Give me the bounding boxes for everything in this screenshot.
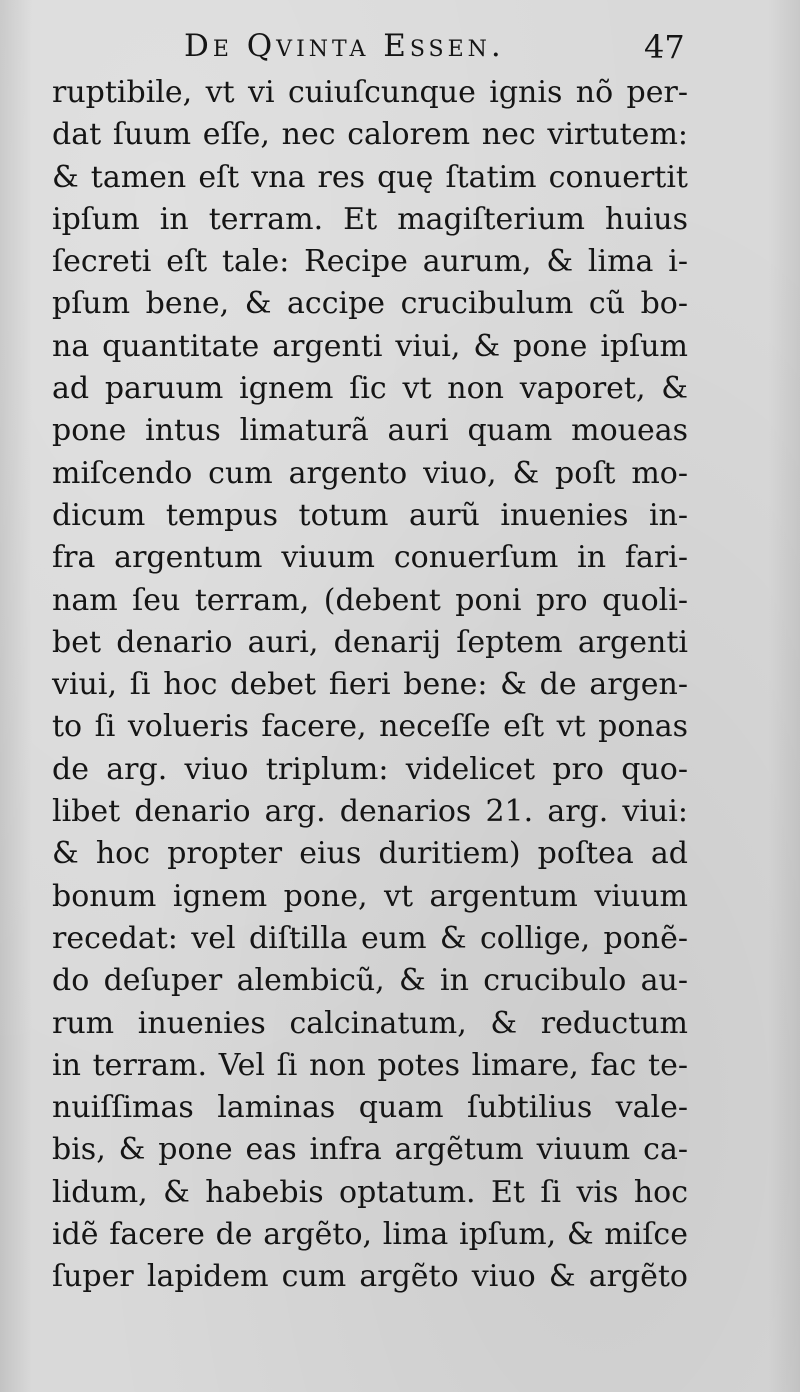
text-line: ipſum in terram. Et magiſterium huius bbox=[52, 201, 688, 237]
text-line: & hoc propter eius duritiem) poſtea ad bbox=[52, 836, 688, 872]
text-line: nam ſeu terram, (debent poni pro quoli- bbox=[52, 582, 688, 618]
text-line: bis, & pone eas infra argẽtum viuum ca- bbox=[52, 1132, 688, 1168]
text-line: bet denario auri, denarij ſeptem argenti bbox=[52, 624, 688, 660]
text-line: bonum ignem pone, vt argentum viuum bbox=[52, 878, 688, 914]
text-line: dicum tempus totum aurũ inuenies in- bbox=[52, 497, 688, 533]
text-line: ſuper lapidem cum argẽto viuo & argẽto bbox=[52, 1259, 688, 1295]
page-number: 47 bbox=[644, 28, 685, 66]
body-text bbox=[52, 72, 692, 1299]
text-line: pone intus limaturã auri quam moueas bbox=[52, 413, 688, 449]
text-line: ſecreti eſt tale: Recipe aurum, & lima i- bbox=[52, 244, 688, 280]
text-line: recedat: vel diſtilla eum & collige, ponẽ- bbox=[52, 920, 688, 956]
running-head bbox=[52, 22, 692, 68]
text-line: rum inuenies calcinatum, & reductum bbox=[52, 1005, 688, 1041]
text-line: nuiſſimas laminas quam ſubtilius vale- bbox=[52, 1090, 688, 1126]
text-line: & tamen eſt vna res quę ſtatim conuertit bbox=[52, 159, 688, 195]
text-line: to ſi volueris facere, neceſſe eſt vt ponas bbox=[52, 709, 688, 745]
text-line: de arg. viuo triplum: videlicet pro quo- bbox=[52, 751, 688, 787]
text-line: miſcendo cum argento viuo, & poſt mo- bbox=[52, 455, 688, 491]
page-content bbox=[52, 22, 692, 1299]
text-line: na quantitate argenti viui, & pone ipſum bbox=[52, 328, 688, 364]
text-line: fra argentum viuum conuerſum in fari- bbox=[52, 540, 688, 576]
text-line: dat ſuum eſſe, nec calorem nec virtutem: bbox=[52, 117, 688, 153]
text-line: in terram. Vel ſi non potes limare, fac te- bbox=[52, 1047, 688, 1083]
text-line: viui, ſi hoc debet fieri bene: & de argen- bbox=[52, 667, 688, 703]
text-line: ad paruum ignem ſic vt non vaporet, & bbox=[52, 371, 688, 407]
text-line: idẽ facere de argẽto, lima ipſum, & miſce bbox=[52, 1217, 688, 1253]
text-line: ruptibile, vt vi cuiuſcunque ignis nõ per- bbox=[52, 75, 688, 110]
text-line: pſum bene, & accipe crucibulum cũ bo- bbox=[52, 286, 688, 322]
text-line: libet denario arg. denarios 21. arg. viui: bbox=[52, 794, 688, 830]
text-line: do deſuper alembicũ, & in crucibulo au- bbox=[52, 963, 688, 999]
text-line: lidum, & habebis optatum. Et ſi vis hoc bbox=[52, 1174, 688, 1210]
running-title: De Qvinta Essen. bbox=[184, 28, 505, 64]
